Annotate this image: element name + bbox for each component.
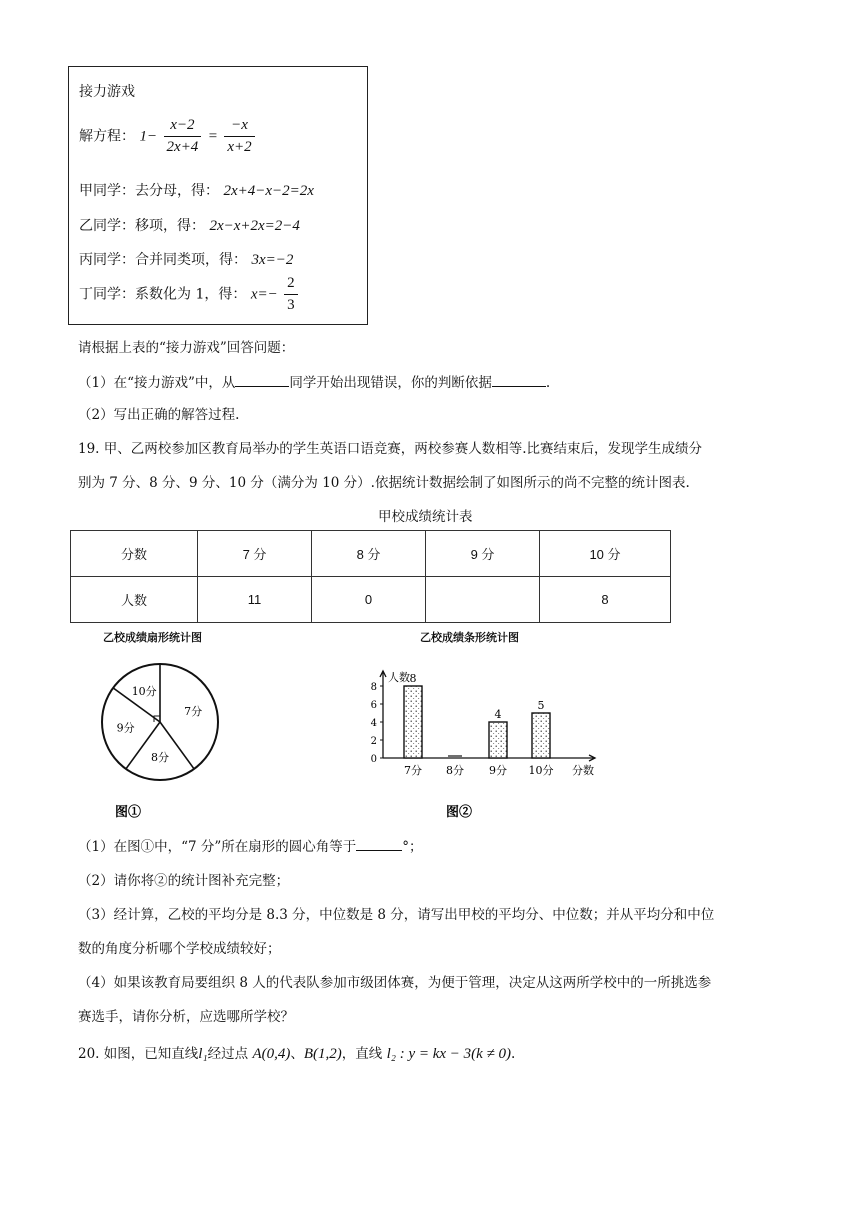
q20-line-l2: l₂ : y = kx − 3(k ≠ 0): [386, 1046, 512, 1062]
fraction-2-denominator: x+2: [227, 139, 252, 155]
q18-part1: [78, 371, 550, 391]
table-cell-blank[interactable]: [426, 577, 540, 623]
table-header-cell: 9 分: [426, 531, 540, 577]
step-c-math: 3x=−2: [251, 252, 294, 268]
table-header-cell: 10 分: [540, 531, 671, 577]
pie-slice-label: 10分: [131, 684, 157, 698]
pie-chart: [90, 640, 240, 820]
y-tick-label: 4: [370, 718, 377, 729]
bar-chart: [355, 640, 615, 820]
pie-group: [102, 664, 218, 780]
fraction-1-denominator: 2x+4: [166, 139, 199, 155]
q18-part1-text-c: .: [545, 375, 551, 391]
equation-label: 解方程：: [79, 128, 135, 145]
x-tick-label: 7分: [404, 764, 422, 777]
table-header-cell: 8 分: [312, 531, 426, 577]
table-cell: 8: [540, 577, 671, 623]
q18-part1-text-b: 同学开始出现错误，你的判断依据: [289, 375, 492, 391]
q19-line1: 19. 甲、乙两校参加区教育局举办的学生英语口语竞赛，两校参赛人数相等.比赛结束后，发现学生成绩分: [78, 441, 703, 457]
step-b-label: 乙同学：移项，得：: [79, 218, 205, 234]
y-tick-label: 8: [370, 682, 377, 693]
q20-line: [78, 1042, 515, 1063]
equation-equals: =: [207, 128, 218, 145]
bar-data-label: 8: [409, 672, 417, 685]
bar-chart-title: 乙校成绩条形统计图: [420, 632, 519, 644]
q19-line2: 别为 7 分、8 分、9 分、10 分（满分为 10 分）.依据统计数据绘制了如图所示的尚不完整的统计图表.: [78, 475, 690, 491]
y-tick-label: 2: [370, 736, 377, 747]
answer-blank-student[interactable]: [235, 373, 289, 387]
bar-data-label: 4: [494, 708, 502, 721]
pie-slice-label: 7分: [184, 705, 203, 719]
bar-data-label: 5: [537, 699, 545, 712]
pie-chart-title: 乙校成绩扇形统计图: [103, 632, 202, 644]
q20-point-a: A(0,4): [252, 1046, 291, 1062]
q19-part1-text-b: °；: [402, 839, 423, 855]
q20-mid: 经过点: [207, 1046, 249, 1062]
step-c-label: 丙同学：合并同类项，得：: [79, 252, 247, 268]
x-tick-label: 10分: [528, 764, 554, 777]
step-d-numerator: 2: [284, 275, 298, 295]
answer-blank-reason[interactable]: [492, 373, 546, 387]
relay-game-box: [68, 66, 368, 325]
q20-point-b: B(1,2): [303, 1046, 342, 1062]
q20-sep: 、: [290, 1046, 304, 1062]
q18-prompt: 请根据上表的“接力游戏”回答问题：: [78, 340, 295, 356]
pie-chart-caption: 图①: [114, 805, 142, 820]
step-a-label: 甲同学：去分母，得：: [79, 183, 219, 199]
equation-lhs-lead: 1−: [139, 128, 158, 145]
q20-end: .: [511, 1046, 516, 1062]
table-cell: 11: [198, 577, 312, 623]
table-header-row: [71, 531, 671, 577]
q19-part4-line2: 赛选手，请你分析，应选哪所学校？: [78, 1009, 294, 1025]
table-cell: 0: [312, 577, 426, 623]
y-tick-label: 6: [370, 700, 377, 711]
x-tick-label: 9分: [489, 764, 507, 777]
y-axis-label: 人数: [388, 671, 410, 684]
q20-line-l1: l₁: [198, 1046, 208, 1062]
step-d-label: 丁同学：系数化为 1，得：: [79, 286, 247, 303]
q19-part4-line1: （4）如果该教育局要组织 8 人的代表队参加市级团体赛，为便于管理，决定从这两所学校中的一所挑选参: [78, 975, 712, 991]
bar: [489, 722, 507, 758]
q18-part1-text-a: （1）在“接力游戏”中，从: [78, 375, 236, 391]
step-b: [79, 215, 300, 235]
step-a: [79, 180, 314, 200]
table-header-cell: 分数: [71, 531, 198, 577]
q19-part3-line1: （3）经计算，乙校的平均分是 8.3 分，中位数是 8 分，请写出甲校的平均分、中位数；并从平均分和中位: [78, 907, 715, 923]
step-d-denominator: 3: [287, 297, 295, 313]
fraction-1-numerator: x−2: [164, 117, 202, 137]
pie-slice-label: 9分: [116, 721, 135, 735]
q19-part1: [78, 835, 423, 855]
bar: [532, 713, 550, 758]
table-cell: 人数: [71, 577, 198, 623]
x-tick-label: 8分: [446, 764, 464, 777]
school-a-score-table: [70, 530, 671, 623]
table-title: 甲校成绩统计表: [378, 509, 473, 525]
bar-group: [371, 670, 595, 777]
equation-fraction-1: [164, 117, 202, 156]
equation-fraction-2: [224, 117, 254, 156]
bar: [404, 686, 422, 758]
q20-lead: 20. 如图，已知直线: [78, 1046, 199, 1062]
step-d: [79, 275, 300, 314]
q18-part2: （2）写出正确的解答过程.: [78, 407, 240, 423]
fraction-2-numerator: −x: [224, 117, 254, 137]
relay-game-title: 接力游戏: [79, 84, 135, 100]
step-a-math: 2x+4−x−2=2x: [223, 183, 314, 199]
equation-line: [79, 117, 257, 156]
q19-part3-line2: 数的角度分析哪个学校成绩较好；: [78, 941, 281, 957]
q20-comma: ，直线: [341, 1046, 383, 1062]
table-header-cell: 7 分: [198, 531, 312, 577]
q19-part2: （2）请你将②的统计图补充完整；: [78, 873, 290, 889]
y-tick-label: 0: [370, 754, 377, 765]
step-b-math: 2x−x+2x=2−4: [209, 218, 300, 234]
step-d-fraction: [284, 275, 298, 314]
q19-part1-text-a: （1）在图①中，“7 分”所在扇形的圆心角等于: [78, 839, 357, 855]
answer-blank-angle[interactable]: [356, 837, 402, 851]
pie-slice-label: 8分: [151, 750, 169, 764]
bar-chart-caption: 图②: [445, 805, 473, 820]
step-d-math-lead: x=−: [250, 286, 278, 303]
x-axis-label: 分数: [572, 764, 594, 777]
step-c: [79, 249, 293, 269]
table-row: [71, 577, 671, 623]
